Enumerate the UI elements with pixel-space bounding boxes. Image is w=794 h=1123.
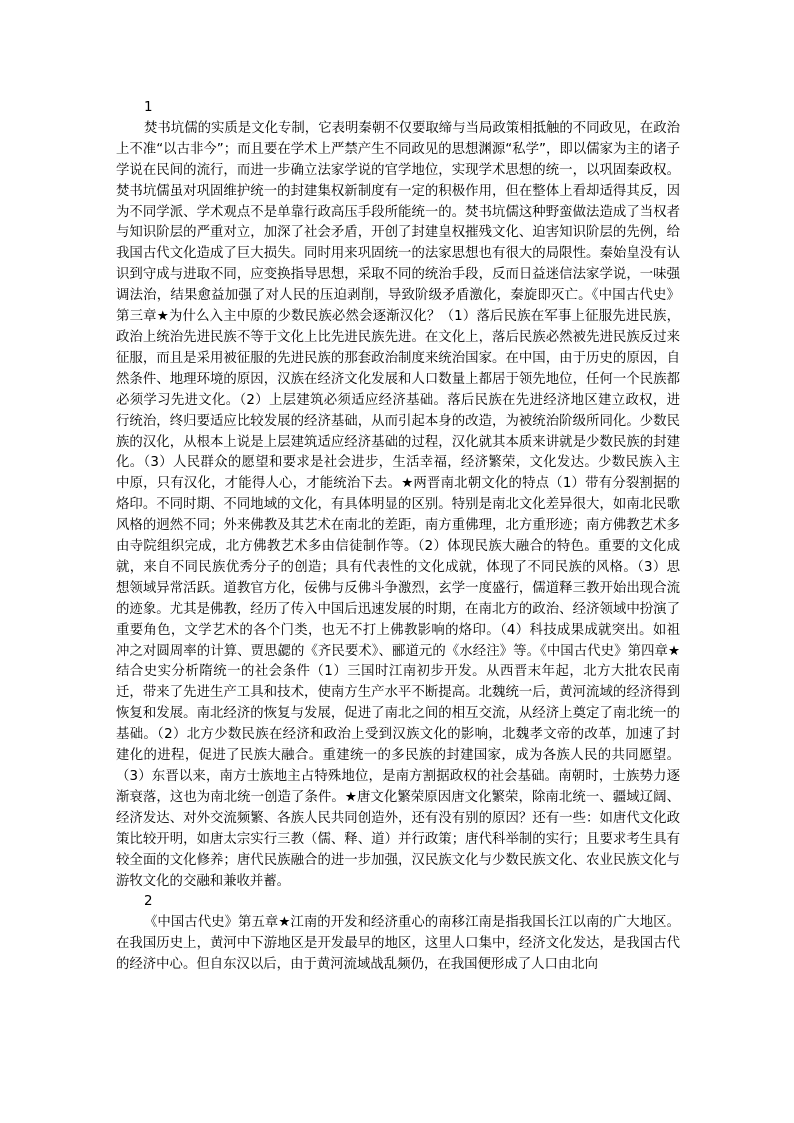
body-paragraph: 《中国古代史》第五章★江南的开发和经济重心的南移江南是指我国长江以南的广大地区。在我国历史上，黄河中下游地区是开发最早的地区，这里人口集中，经济文化发达，是我国古代的经济中心。但自东汉以后，由于黄河流域战乱频仍，在我国便形成了人口由北向 [116,915,680,973]
page-number: 1 [144,100,153,115]
document-page [116,98,680,976]
body-paragraph: 焚书坑儒的实质是文化专制，它表明秦朝不仅要取缔与当局政策相抵触的不同政见，在政治上不准“以古非今”；而且要在学术上严禁产生不同政见的思想渊源“私学”，即以儒家为主的诸子学说在民间的流行，而进一步确立法家学说的官学地位，实现学术思想的统一，以巩固秦政权。焚书坑儒虽对巩固维护统一的封建集权新制度有一定的积极作用，但在整体上看却适得其反，因为不同学派、学术观点不是单靠行政高压手段所能统一的。焚书坑儒这种野蛮做法造成了当权者与知识阶层的严重对立，加深了社会矛盾，开创了封建皇权摧残文化、迫害知识阶层的先例，给我国古代文化造成了巨大损失。同时用来巩固统一的法家思想也有很大的局限性。秦始皇没有认识到守成与进取不同，应变换指导思想，采取不同的统治手段，反而日益迷信法家学说，一味强调法治，结果愈益加强了对人民的压迫剥削，导致阶级矛盾激化，秦旋即灭亡。《中国古代史》第三章★为什么入主中原的少数民族必然会逐渐汉化？（1）落后民族在军事上征服先进民族，政治上统治先进民族不等于文化上比先进民族先进。在文化上，落后民族必然被先进民族反过来征服，而且是采用被征服的先进民族的那套政治制度来统治国家。在中国，由于历史的原因，自然条件、地理环境的原因，汉族在经济文化发展和人口数量上都居于领先地位，任何一个民族都必须学习先进文化。（2）上层建筑必须适应经济基础。落后民族在先进经济地区建立政权，进行统治，终归要适应比较发展的经济基础，从而引起本身的改造，为被统治阶级所同化。少数民族的汉化，从根本上说是上层建筑适应经济基础的过程，汉化就其本质来讲就是少数民族的封建化。（3）人民群众的愿望和要求是社会进步，生活幸福，经济繁荣，文化发达。少数民族入主中原，只有汉化，才能得人心，才能统治下去。★两晋南北朝文化的特点（1）带有分裂割据的烙印。不同时期、不同地域的文化，有具体明显的区别。特别是南北文化差异很大，如南北民歌风格的迥然不同；外来佛教及其艺术在南北的差距，南方重佛理，北方重形迹；南方佛教艺术多由寺院组织完成，北方佛教艺术多由信徒制作等。（2）体现民族大融合的特色。重要的文化成就，来自不同民族优秀分子的创造；具有代表性的文化成就，体现了不同民族的风格。（3）思想领域异常活跃。道教官方化，佞佛与反佛斗争激烈，玄学一度盛行，儒道释三教开始出现合流的迹象。尤其是佛教，经历了传入中国后迅速发展的时期，在南北方的政治、经济领域中扮演了重要角色，文学艺术的各个门类，也无不打上佛教影响的烙印。（4）科技成果成就突出。如祖冲之对圆周率的计算、贾思勰的《齐民要术》、郦道元的《水经注》等。《中国古代史》第四章★结合史实分析隋统一的社会条件（1）三国时江南初步开发。从西晋末年起，北方大批农民南迁，带来了先进生产工具和技术，使南方生产水平不断提高。北魏统一后，黄河流域的经济得到恢复和发展。南北经济的恢复与发展，促进了南北之间的相互交流，从经济上奠定了南北统一的基础。（2）北方少数民族在经济和政治上受到汉族文化的影响，北魏孝文帝的改革，加速了封建化的进程，促进了民族大融合。重建统一的多民族的封建国家，成为各族人民的共同愿望。（3）东晋以来，南方士族地主占特殊地位，是南方割据政权的社会基础。南朝时，士族势力逐渐衰落，这也为南北统一创造了条件。★唐文化繁荣原因唐文化繁荣，除南北统一、疆域辽阔、经济发达、对外交流频繁、各族人民共同创造外，还有没有别的原因？还有一些：如唐代文化政策比较开明，如唐太宗实行三教（儒、释、道）并行政策；唐代科举制的实行；且要求考生具有较全面的文化修养；唐代民族融合的进一步加强，汉民族文化与少数民族文化、农业民族文化与游牧文化的交融和兼收并蓄。 [116,120,680,889]
page-number: 2 [144,894,153,910]
